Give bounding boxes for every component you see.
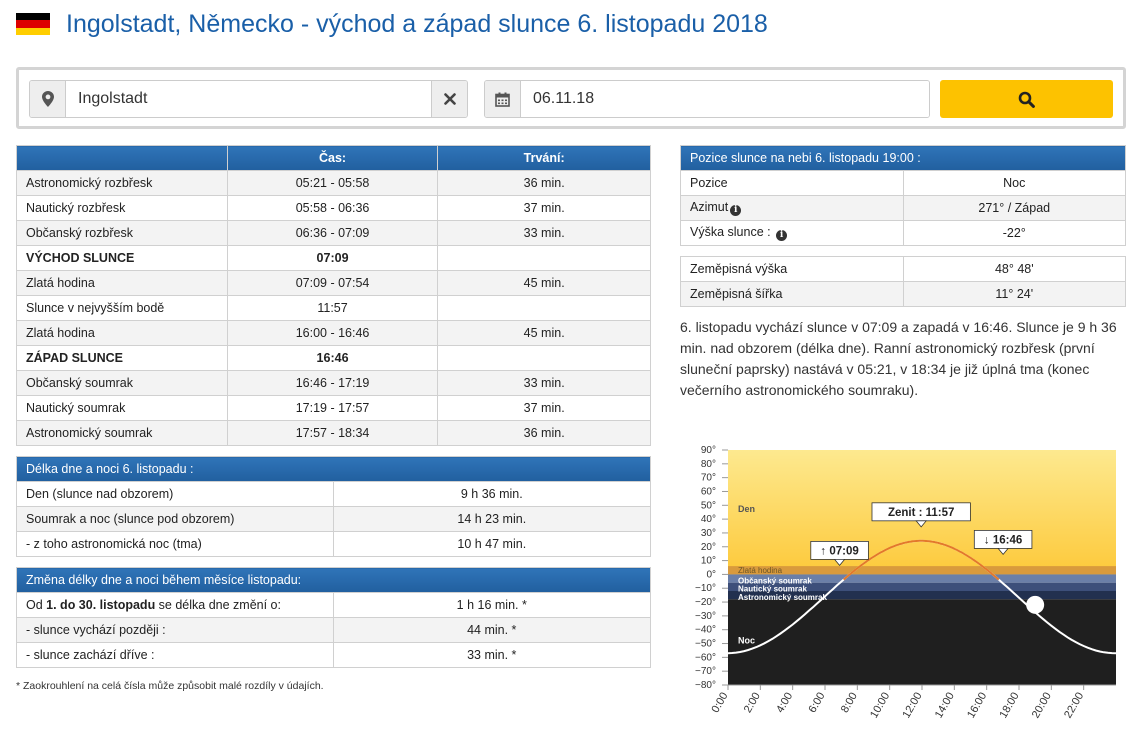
table-row — [17, 643, 651, 668]
y-tick-label: 90° — [700, 445, 716, 456]
band-label-civil: Občanský soumrak — [738, 576, 812, 586]
row-time: 05:58 - 06:36 — [227, 196, 438, 221]
row-duration: 37 min. — [438, 196, 651, 221]
row-time: 11:57 — [227, 296, 438, 321]
x-tick-label: 22:00 — [1062, 690, 1087, 721]
band-label-golden: Zlatá hodina — [738, 566, 783, 576]
row-value: Noc — [903, 171, 1125, 196]
row-label: - slunce vychází později : — [17, 618, 334, 643]
chart-callout-label: ↑ 07:09 — [820, 545, 859, 558]
row-label: Nautický soumrak — [17, 396, 228, 421]
y-tick-label: −60° — [695, 652, 716, 664]
row-value: 14 h 23 min. — [333, 507, 650, 532]
row-value: 10 h 47 min. — [333, 532, 650, 557]
row-label: - slunce zachází dříve : — [17, 643, 334, 668]
clear-icon[interactable] — [431, 81, 467, 117]
row-duration — [438, 246, 651, 271]
y-tick-label: −50° — [695, 638, 716, 650]
y-tick-label: 30° — [700, 527, 716, 539]
x-tick-label: 14:00 — [932, 690, 957, 721]
row-value: -22° — [903, 221, 1125, 246]
table-row — [17, 618, 651, 643]
row-time: 16:46 - 17:19 — [227, 371, 438, 396]
y-tick-label: −30° — [695, 610, 716, 622]
golden-hour-band — [728, 566, 1116, 574]
row-time: 16:46 — [227, 346, 438, 371]
month-change-table — [16, 567, 651, 668]
row-value: 9 h 36 min. — [333, 482, 650, 507]
row-label: Nautický rozbřesk — [17, 196, 228, 221]
table-header-cell: Čas: — [227, 146, 438, 171]
x-tick-label: 16:00 — [965, 690, 990, 721]
table-row — [681, 282, 1126, 307]
y-tick-label: −20° — [695, 597, 716, 609]
row-duration: 45 min. — [438, 321, 651, 346]
row-label: Zlatá hodina — [17, 321, 228, 346]
y-tick-label: 10° — [700, 555, 716, 567]
y-tick-label: 60° — [700, 486, 716, 498]
row-label-prefix: Od — [26, 598, 47, 612]
row-label — [681, 196, 904, 221]
row-time: 07:09 — [227, 246, 438, 271]
germany-flag-icon — [16, 13, 50, 35]
current-sun-marker — [1026, 596, 1044, 614]
table-header-cell: Trvání: — [438, 146, 651, 171]
table-row — [17, 246, 651, 271]
row-value: 1 h 16 min. * — [333, 593, 650, 618]
row-duration: 36 min. — [438, 421, 651, 446]
chart-callout-label: Zenit : 11:57 — [887, 506, 955, 519]
table-title: Změna délky dne a noci během měsíce listopadu: — [17, 568, 651, 593]
row-duration — [438, 296, 651, 321]
band-label-astronomical: Astronomický soumrak — [738, 592, 827, 602]
row-label: Zlatá hodina — [17, 271, 228, 296]
info-icon[interactable]: i — [730, 205, 741, 216]
table-row — [17, 221, 651, 246]
search-icon — [1018, 91, 1035, 108]
x-tick-label: 18:00 — [997, 690, 1022, 721]
row-label: ZÁPAD SLUNCE — [17, 346, 228, 371]
row-label — [681, 221, 904, 246]
y-tick-label: 20° — [700, 541, 716, 553]
table-row — [17, 271, 651, 296]
table-header-row — [17, 457, 651, 482]
calendar-icon[interactable] — [485, 81, 521, 117]
table-row — [17, 482, 651, 507]
table-row — [681, 257, 1126, 282]
row-label-bold: 1. do 30. listopadu — [46, 598, 156, 612]
x-tick-label: 6:00 — [806, 690, 828, 716]
y-tick-label: 40° — [700, 514, 716, 526]
row-time: 17:57 - 18:34 — [227, 421, 438, 446]
row-time: 06:36 - 07:09 — [227, 221, 438, 246]
row-label: Astronomický rozbřesk — [17, 171, 228, 196]
row-duration — [438, 346, 651, 371]
city-input[interactable]: Ingolstadt — [66, 81, 431, 117]
date-input[interactable]: 06.11.18 — [521, 81, 929, 117]
row-value: 11° 24' — [903, 282, 1125, 307]
day-summary-text: 6. listopadu vychází slunce v 07:09 a zapadá v 16:46. Slunce je 9 h 36 min. nad obzorem (délka dne). Ranní astronomický rozbřesk (první sluneční paprsky) nastává v 05:21, v 18:34 je již úplná tma (konec večerního astronomického soumraku). — [680, 319, 1117, 398]
y-tick-label: −70° — [695, 666, 716, 678]
x-tick-label: 0:00 — [709, 690, 731, 716]
row-label: Občanský rozbřesk — [17, 221, 228, 246]
row-duration: 36 min. — [438, 171, 651, 196]
x-tick-label: 4:00 — [774, 690, 796, 716]
x-tick-label: 8:00 — [838, 690, 860, 716]
chart-callout-label: ↓ 16:46 — [983, 534, 1023, 547]
sun-elevation-chart — [680, 440, 1126, 732]
sun-position-table — [680, 145, 1126, 246]
table-row — [17, 196, 651, 221]
table-row — [17, 346, 651, 371]
page-header — [16, 4, 768, 44]
table-row — [17, 396, 651, 421]
row-label: Astronomický soumrak — [17, 421, 228, 446]
sun-times-table — [16, 145, 651, 446]
city-input-group — [29, 80, 468, 118]
row-label: Zeměpisná výška — [681, 257, 904, 282]
night-band — [728, 599, 1116, 685]
day-length-table — [16, 456, 651, 557]
table-title: Délka dne a noci 6. listopadu : — [17, 457, 651, 482]
map-marker-icon — [30, 81, 66, 117]
table-row — [17, 321, 651, 346]
row-label-text: Azimut — [690, 200, 729, 214]
y-tick-label: −40° — [695, 624, 716, 636]
x-tick-label: 20:00 — [1029, 690, 1054, 721]
row-label: Den (slunce nad obzorem) — [17, 482, 334, 507]
row-label: Soumrak a noc (slunce pod obzorem) — [17, 507, 334, 532]
y-tick-label: −10° — [695, 583, 716, 595]
x-tick-label: 2:00 — [741, 690, 763, 716]
x-tick-label: 10:00 — [868, 690, 893, 721]
table-header-row — [17, 146, 651, 171]
row-duration: 33 min. — [438, 221, 651, 246]
table-row — [17, 593, 651, 618]
row-time: 16:00 - 16:46 — [227, 321, 438, 346]
row-duration: 45 min. — [438, 271, 651, 296]
table-header-row — [17, 568, 651, 593]
row-value: 33 min. * — [333, 643, 650, 668]
band-label-nautical: Nautický soumrak — [738, 584, 807, 594]
row-label: VÝCHOD SLUNCE — [17, 246, 228, 271]
table-title: Pozice slunce na nebi 6. listopadu 19:00 : — [681, 146, 1126, 171]
row-label: - z toho astronomická noc (tma) — [17, 532, 334, 557]
row-label: Občanský soumrak — [17, 371, 228, 396]
y-tick-label: −80° — [695, 680, 716, 691]
row-value: 48° 48' — [903, 257, 1125, 282]
y-tick-label: 50° — [700, 500, 716, 512]
table-header-cell — [17, 146, 228, 171]
x-tick-label: 12:00 — [900, 690, 925, 721]
footnote: * Zaokrouhlení na celá čísla může způsobit malé rozdíly v údajích. — [16, 680, 324, 692]
row-duration: 33 min. — [438, 371, 651, 396]
y-tick-label: 0° — [706, 569, 716, 581]
table-row — [17, 371, 651, 396]
geo-coordinates-table — [680, 256, 1126, 307]
date-input-group — [484, 80, 930, 118]
row-label-suffix: se délka dne změní o: — [155, 598, 281, 612]
table-row — [17, 507, 651, 532]
row-time: 05:21 - 05:58 — [227, 171, 438, 196]
row-time: 07:09 - 07:54 — [227, 271, 438, 296]
row-label — [17, 593, 334, 618]
table-row — [681, 196, 1126, 221]
table-row — [681, 221, 1126, 246]
row-value: 271° / Západ — [903, 196, 1125, 221]
row-duration: 37 min. — [438, 396, 651, 421]
y-tick-label: 80° — [700, 458, 716, 470]
table-header-row — [681, 146, 1126, 171]
table-row — [17, 532, 651, 557]
band-label-night: Noc — [738, 635, 756, 646]
table-row — [17, 171, 651, 196]
info-icon[interactable]: i — [776, 230, 787, 241]
row-label: Slunce v nejvyšším bodě — [17, 296, 228, 321]
table-row — [681, 171, 1126, 196]
row-label: Pozice — [681, 171, 904, 196]
y-tick-label: 70° — [700, 472, 716, 484]
band-label-day: Den — [738, 504, 756, 515]
row-label-text: Výška slunce : — [690, 225, 771, 239]
row-value: 44 min. * — [333, 618, 650, 643]
page-title: Ingolstadt, Německo - východ a západ slunce 6. listopadu 2018 — [66, 9, 768, 38]
search-panel — [16, 67, 1126, 129]
table-row — [17, 296, 651, 321]
row-time: 17:19 - 17:57 — [227, 396, 438, 421]
row-label: Zeměpisná šířka — [681, 282, 904, 307]
search-button[interactable] — [940, 80, 1113, 118]
table-row — [17, 421, 651, 446]
